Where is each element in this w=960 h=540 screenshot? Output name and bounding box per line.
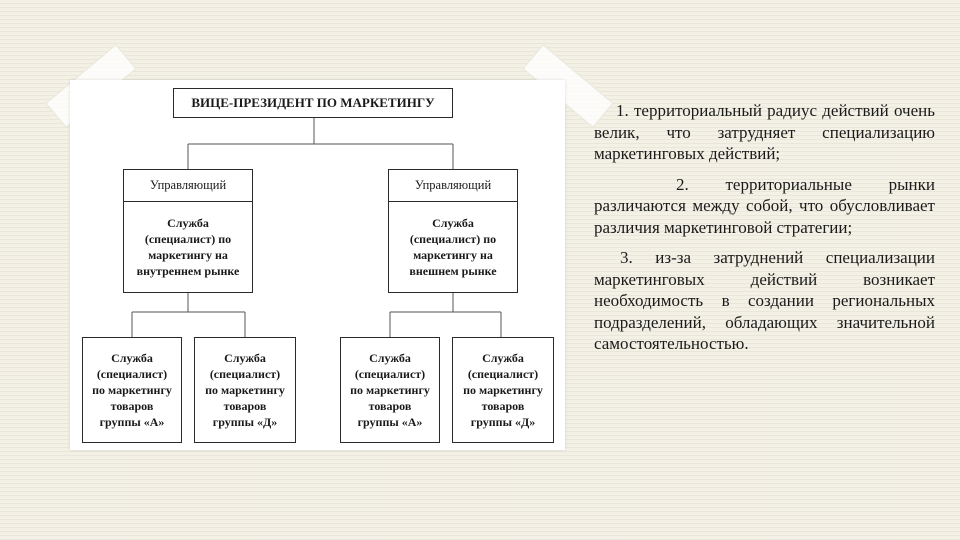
right-product-group-d-box: Служба (специалист) по маркетингу товаров группы «Д» xyxy=(452,337,554,443)
vice-president-box: ВИЦЕ-ПРЕЗИДЕНТ ПО МАРКЕТИНГУ xyxy=(173,88,453,118)
domestic-market-service-box: Служба (специалист) по маркетингу на внутреннем рынке xyxy=(123,201,253,293)
org-chart-diagram xyxy=(70,80,565,450)
foreign-market-service-box: Служба (специалист) по маркетингу на внешнем рынке xyxy=(388,201,518,293)
manager-box-right: Управляющий xyxy=(388,169,518,201)
explanation-text xyxy=(594,100,935,364)
left-product-group-d-box: Служба (специалист) по маркетингу товаров группы «Д» xyxy=(194,337,296,443)
manager-box-left: Управляющий xyxy=(123,169,253,201)
point-2-text: 2. территориальные рынки различаются между собой, что обусловливает различия маркетинговой стратегии; xyxy=(594,174,935,237)
left-product-group-a-box: Служба (специалист) по маркетингу товаров группы «А» xyxy=(82,337,182,443)
right-product-group-a-box: Служба (специалист) по маркетингу товаров группы «А» xyxy=(340,337,440,443)
point-3-text: 3. из-за затруднений специализации маркетинговых действий возникает необходимость в создании региональных подразделений, обладающих значительной самостоятельностью. xyxy=(594,248,935,353)
point-1-text: 1. территориальный радиус действий очень велик, что затрудняет специализацию маркетинговых действий; xyxy=(594,101,935,163)
